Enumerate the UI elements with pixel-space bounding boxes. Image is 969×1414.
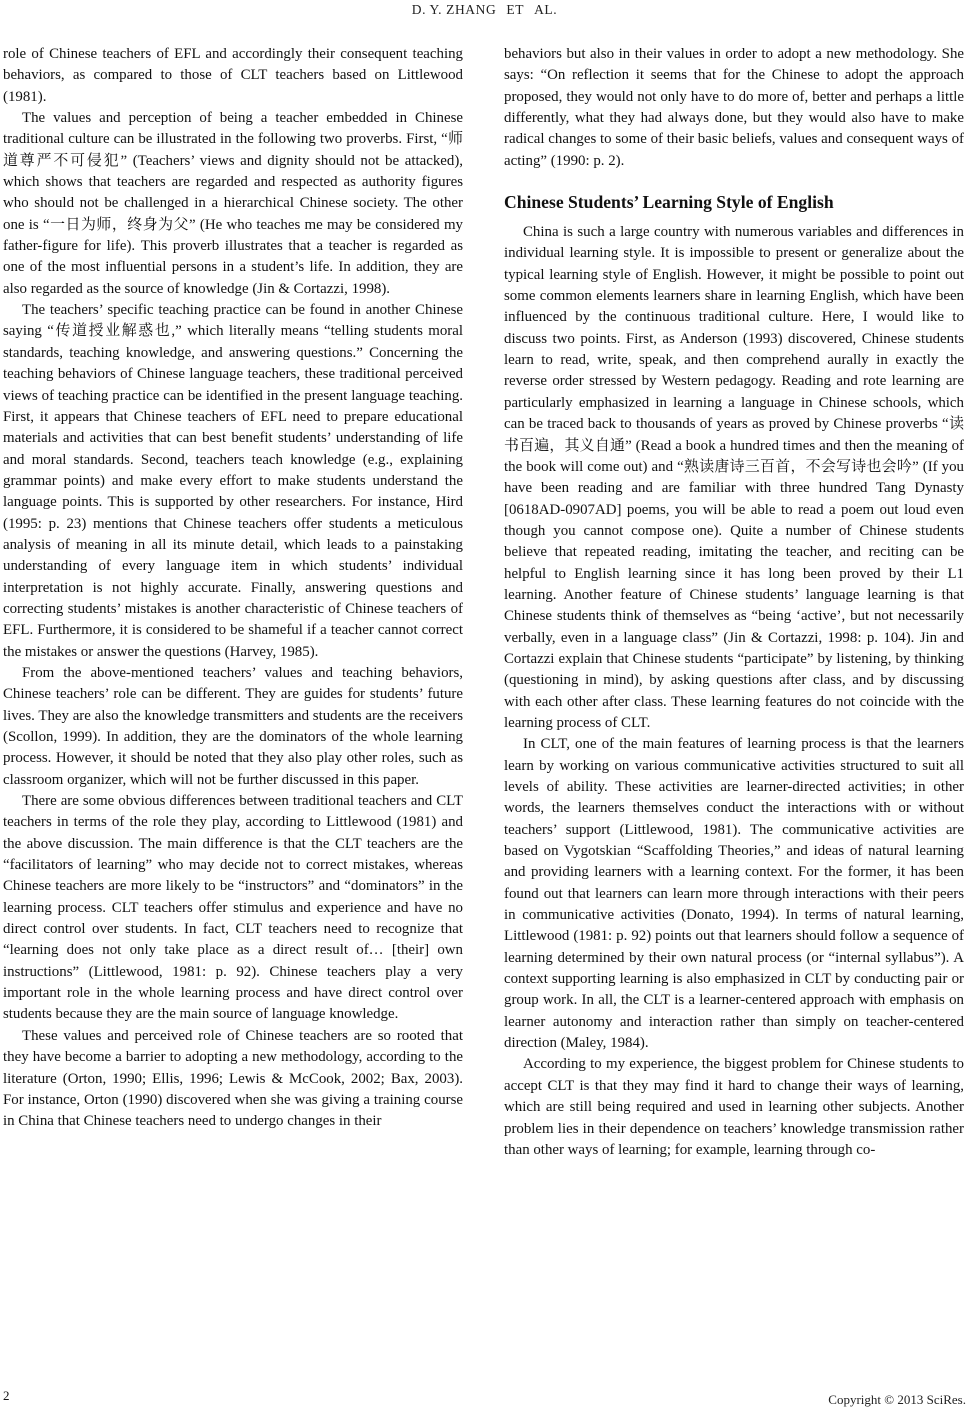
paragraph: behaviors but also in their values in order to adopt a new methodology. She says: “On reflection it seems that for the Chinese to adopt the approach proposed, they would not only have to do more of, better and perhaps a little differently, what they had always done, but they would also have to make radical changes to some of their basic beliefs, values and consequent ways of acting” (1990: p. 2).: [504, 46, 964, 169]
section-heading: Chinese Students’ Learning Style of English: [504, 192, 834, 213]
header-al: AL.: [534, 2, 558, 17]
header-et: ET: [506, 2, 525, 17]
paragraph: These values and perceived role of Chinese teachers are so rooted that they have become a barrier to adopting a new methodology, according to the literature (Orton, 1990; Ellis, 1996; Lewis & McCook, 2002; Bax, 2003). For instance, Orton (1990) discovered when she was giving a training course in China that Chinese teachers need to undergo changes in their: [3, 1027, 463, 1130]
paragraph: China is such a large country with numerous variables and differences in individual learning style. It is impossible to present or generalize about the typical learning style of English. However, it might be possible to point out some common elements learners share in learning English, which have been influenced by the continuous traditional culture. Here, I would like to discuss two points. First, as Anderson (1993) discovered, Chinese students learn to read, write, speak, and then comprehend aurally in exactly the reverse order stressed by Western pedagogy. Reading and rote learning are particularly emphasized in learning a language in Chinese schools, which can be traced back to thousands of years as proved by Chinese proverbs “读书百遍，其义自通” (Read a book a hundred times and then the meaning of the book will come out) and “熟读唐诗三百首，不会写诗也会吟” (If you have been reading and are familiar with three hundred Tang Dynasty [0618AD-0907AD] poems, you will be able to read a poem out loud even though you cannot compose one). Quite a number of Chinese students believe that repeated reading, imitating the teacher, and reciting can be helpful to English learning since it has long been proved by their L1 learning. Another feature of Chinese students’ language learning is that Chinese students think of themselves as “being ‘active’, but not necessarily verbally, even in a language class” (Jin & Cortazzi, 1998: p. 104). Jin and Cortazzi explain that Chinese students “participate” by listening, by thinking (questioning in mind), by asking questions after class, and by discussing with each other after class. These learning features do not coincide with the learning process of CLT.: [504, 224, 964, 731]
paragraph: According to my experience, the biggest problem for Chinese students to accept CLT is that they may find it hard to change their ways of learning, which are still being required and used in learning other subjects. Another problem lies in their dependence on teachers’ knowledge transmission rather than other ways of learning; for example, learning through co-: [504, 1056, 964, 1158]
running-header: [0, 2, 969, 18]
right-column: [504, 44, 964, 1161]
left-column: [3, 44, 463, 1133]
copyright-notice: Copyright © 2013 SciRes.: [828, 1392, 966, 1407]
header-author: D. Y. ZHANG: [411, 2, 497, 17]
page-number: 2: [3, 1388, 10, 1403]
paragraph: role of Chinese teachers of EFL and accordingly their consequent teaching behaviors, as compared to those of CLT teachers based on Littlewood (1981).: [3, 46, 463, 105]
paragraph: In CLT, one of the main features of learning process is that the learners learn by working on various communicative activities structured to suit all levels of ability. These activities are learner-directed activities; in other words, the learners themselves conduct the interactions with or without teachers’ support (Littlewood, 1981). The communicative activities are based on Vygotskian “Scaffolding Theories,” and ideas of natural learning and providing learners with a learning context. For the former, it has been found out that learners can learn more through interactions with their peers in communicative activities (Donato, 1994). In terms of natural learning, Littlewood (1981: p. 92) points out that learners should follow a sequence of learning determined by their own natural process (or “internal syllabus”). A context supporting learning is also emphasized in CLT by conducting pair or group work. In all, the CLT is a learner-centered approach with emphasis on learner autonomy and interaction rather than simply on teacher-centered direction (Maley, 1984).: [504, 736, 964, 1052]
paragraph: From the above-mentioned teachers’ values and teaching behaviors, Chinese teachers’ role can be different. They are guides for students’ future lives. They are also the knowledge transmitters and students are the receivers (Scollon, 1999). In addition, they are the dominators of the whole learning process. However, it should be noted that they also play other roles, such as classroom organizer, which will not be further discussed in this paper.: [3, 664, 463, 788]
paragraph: The values and perception of being a teacher embedded in Chinese traditional culture can be illustrated in the following two proverbs. First, “师道尊严不可侵犯” (Teachers’ views and dignity should not be attacked), which shows that teachers are regarded and respected as authority figures who should not be challenged in a hierarchical Chinese society. The other one is “一日为师，终身为父” (He who teaches me may be considered my father-figure for life). This proverb illustrates that a teacher is regarded as one of the most influential persons in a student’s life. In addition, they are also regarded as the source of knowledge (Jin & Cortazzi, 1998).: [3, 110, 463, 297]
paragraph: There are some obvious differences between traditional teachers and CLT teachers in terms of the role they play, according to Littlewood (1981) and the above discussion. The main difference is that the CLT teachers are the “facilitators of learning” who may decide not to correct mistakes, whereas Chinese teachers are more likely to be “instructors” and “dominators” in the learning process. CLT teachers offer stimulus and experience and have no direct control over students. In fact, CLT teachers need to recognize that “learning does not only take place as a direct result of… [their] own instructions” (Littlewood, 1981: p. 92). Chinese teachers play a very important role in the whole learning process and have direct control over students because they are the main source of language knowledge.: [3, 793, 463, 1023]
paragraph: The teachers’ specific teaching practice can be found in another Chinese saying “传道授业解惑也,” which literally means “telling students moral standards, teaching knowledge, and answering questions.” Concerning the teaching behaviors of Chinese language teachers, these traditional perceived views of teaching practice can be identified in the present language teaching. First, it appears that Chinese teachers of EFL need to prepare educational materials and activities that can best benefit students’ understanding of life and moral standards. Second, teachers teach knowledge (e.g., explaining grammar points) and make every effort to make students understand the language points. This is supported by other researchers. For instance, Hird (1995: p. 23) mentions that Chinese teachers offer students a meticulous analysis of meaning in all its minute detail, which leads to a painstaking understanding of every language item in which students’ individual interpretation is not highly accurate. Finally, answering questions and correcting students’ mistakes is another characteristic of Chinese teachers of EFL. Furthermore, it is considered to be shameful if a teacher cannot correct the mistakes or answer the questions (Harvey, 1985).: [3, 302, 463, 660]
